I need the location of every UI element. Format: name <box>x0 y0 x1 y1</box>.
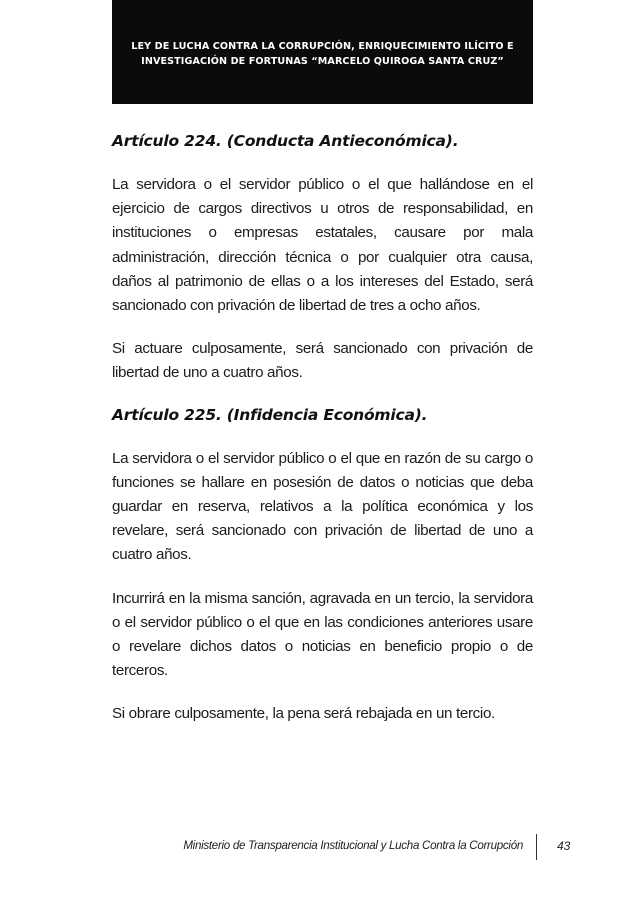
footer-divider <box>536 834 537 860</box>
header-title-line-1: LEY DE LUCHA CONTRA LA CORRUPCIÓN, ENRIQUECIMIENTO ILÍCITO E <box>131 41 514 52</box>
footer-ministry-name: Ministerio de Transparencia Institucional y Lucha Contra la Corrupción <box>183 839 523 852</box>
article-225-paragraph-1: La servidora o el servidor público o el que en razón de su cargo o funciones se hallare en posesión de datos o noticias que deba guardar en reserva, relativos a la política económica y los revelare, será sancionado con privación de libertad de uno a cuatro años. <box>112 449 533 564</box>
article-225-title: Artículo 225. (Infidencia Económica). <box>112 405 428 424</box>
header-title-line-2: INVESTIGACIÓN DE FORTUNAS “MARCELO QUIROGA SANTA CRUZ” <box>141 56 504 67</box>
page-number: 43 <box>557 839 571 853</box>
page-content <box>112 131 533 727</box>
article-224-paragraph-1: La servidora o el servidor público o el que hallándose en el ejercicio de cargos directivos u otros de responsabilidad, en instituciones o empresas estatales, causare por mala administración, dirección técnica o por cualquier otra causa, daños al patrimonio de ellas o a los intereses del Estado, será sancionado con privación de libertad de tres a ocho años. <box>112 176 533 315</box>
article-225-paragraph-3: Si obrare culposamente, la pena será rebajada en un tercio. <box>112 705 495 723</box>
article-224-title: Artículo 224. (Conducta Antieconómica). <box>112 132 459 150</box>
article-224-paragraph-2: Si actuare culposamente, será sancionado con privación de libertad de uno a cuatro años. <box>112 340 533 382</box>
article-225-paragraph-2: Incurrirá en la misma sanción, agravada en un tercio, la servidora o el servidor público o el que en las condiciones anteriores usare o revelare dichos datos o noticias en beneficio propio o de terceros. <box>112 589 533 680</box>
header-band <box>112 0 533 104</box>
